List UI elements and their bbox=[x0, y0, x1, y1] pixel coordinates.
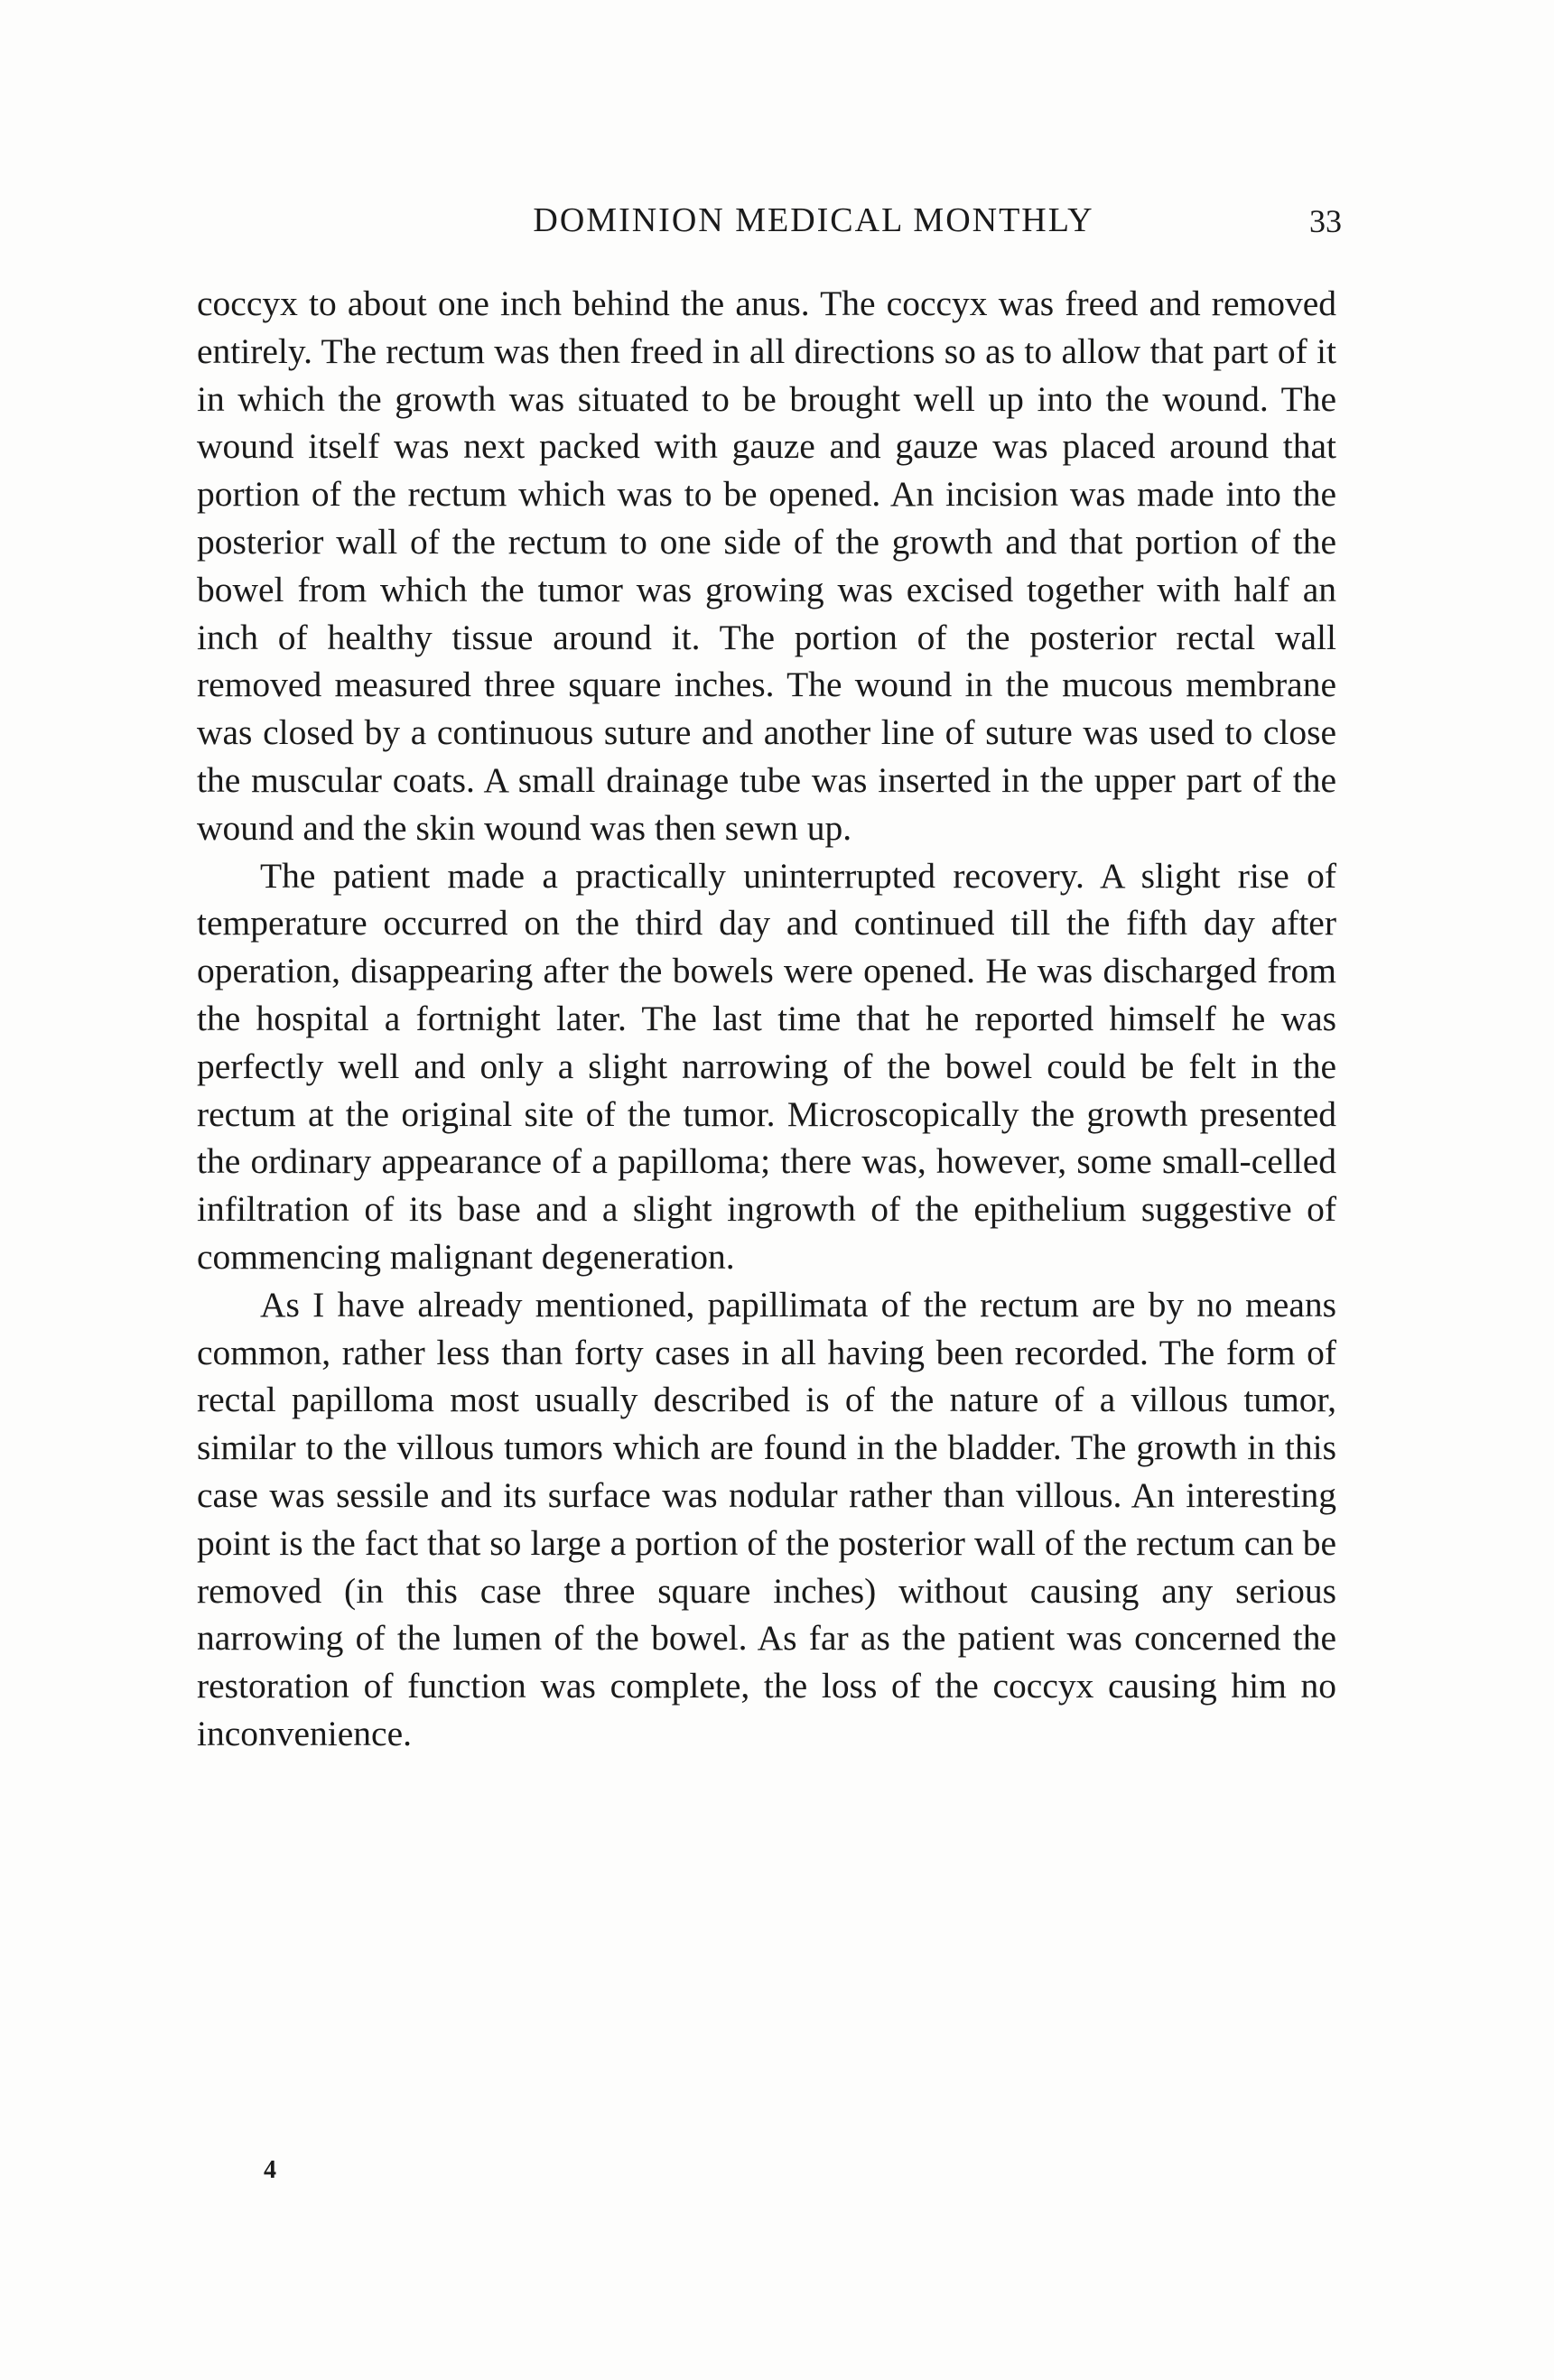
paragraph-discussion: As I have already mentioned, papillimata of the rectum are by no means common, rather less than forty cases in all having been recorded. The form of rectal papilloma most usually described is of the nature of a villous tumor, similar to the villous tumors which are found in the bladder. The growth in this case was sessile and its surface was nodular rather than villous. An interesting point is the fact that so large a portion of the posterior wall of the rectum can be removed (in this case three square inches) without causing any serious narrowing of the lumen of the bowel. As far as the patient was concerned the restoration of function was complete, the loss of the coccyx causing him no inconvenience. bbox=[197, 1284, 1336, 1753]
paragraph-continued: coccyx to about one inch behind the anus. The coccyx was freed and removed entirely. The rectum was then freed in all directions so as to allow that part of it in which the growth was situated to be brought well up into the wound. The wound itself was next packed with gauze and gauze was placed around that portion of the rectum which was to be opened. An incision was made into the posterior wall of the rectum to one side of the growth and that portion of the bowel from which the tumor was growing was excised together with half an inch of healthy tissue around it. The portion of the posterior rectal wall removed measured three square inches. The wound in the mucous membrane was closed by a continuous suture and another line of suture was used to close the muscular coats. A small drainage tube was inserted in the upper part of the wound and the skin wound was then sewn up. bbox=[197, 284, 1336, 848]
paragraph-recovery: The patient made a practically uninterrupted recovery. A slight rise of temperature occurred on the third day and continued till the fifth day after operation, disappearing after the bowels were opened. He was discharged from the hospital a fortnight later. The last time that he reported himself he was perfectly well and only a slight narrowing of the bowel could be felt in the rectum at the original site of the tumor. Microscopically the growth presented the ordinary appearance of a papilloma; there was, however, some small-celled infiltration of its base and a slight ingrowth of the epithelium suggestive of commencing malignant degeneration. bbox=[197, 855, 1336, 1277]
article-body bbox=[197, 280, 1336, 1758]
journal-title: DOMINION MEDICAL MONTHLY bbox=[533, 201, 1094, 239]
running-head bbox=[285, 200, 1342, 246]
page-number: 33 bbox=[1309, 203, 1342, 239]
signature-mark: 4 bbox=[264, 2156, 276, 2184]
